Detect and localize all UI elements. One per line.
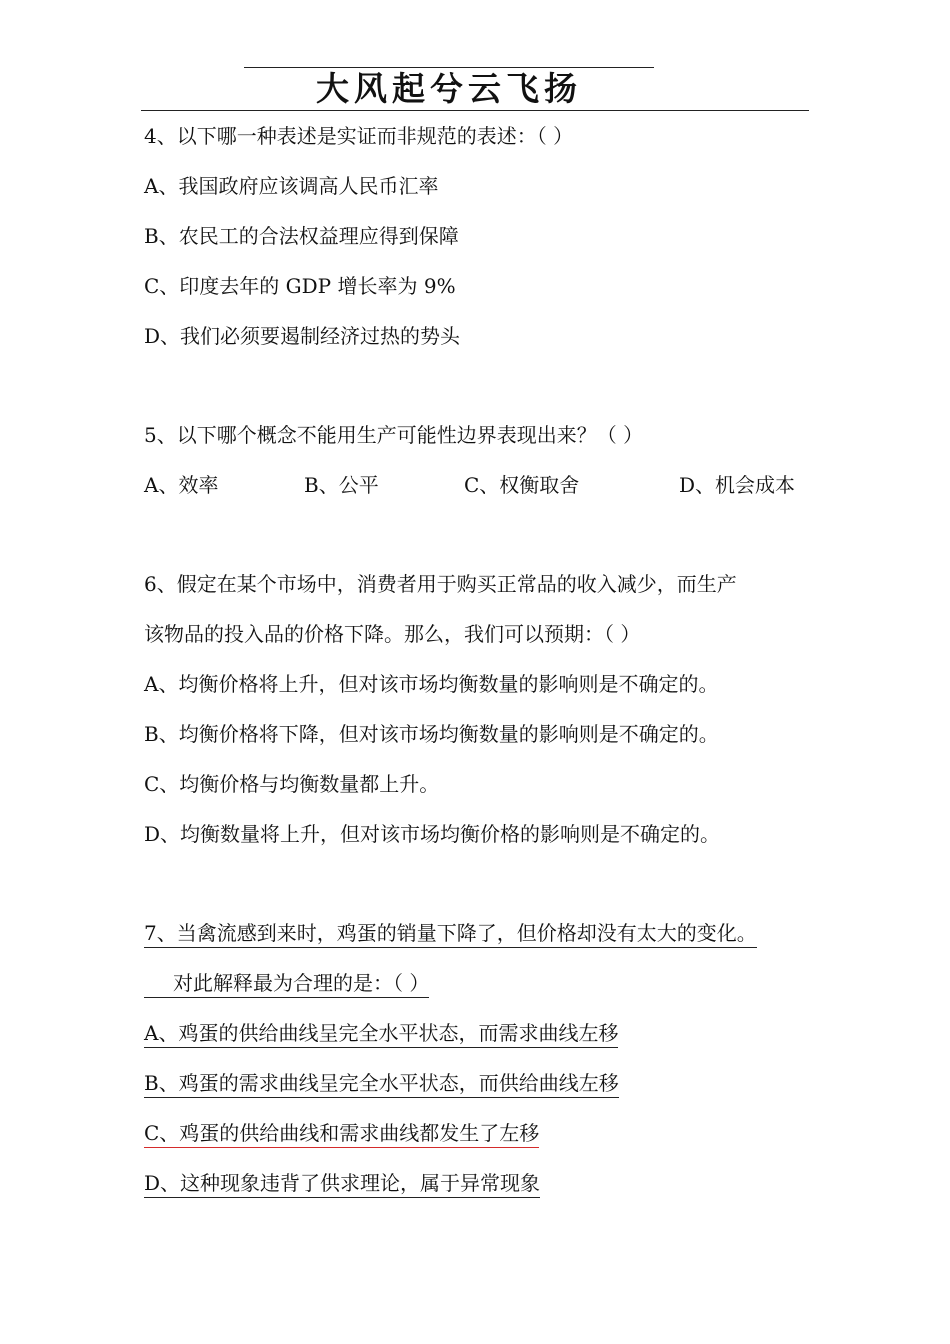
header-rule-bottom [141,110,809,111]
question-5-option-c: C、权衡取舍 [464,473,580,497]
question-6-option-b: B、均衡价格将下降，但对该市场均衡数量的影响则是不确定的。 [144,722,719,746]
question-6-stem-line-1: 6、假定在某个市场中，消费者用于购买正常品的收入减少，而生产 [144,572,737,596]
question-6-option-c: C、均衡价格与均衡数量都上升。 [144,772,440,796]
page-header [0,0,950,115]
question-4-option-b: B、农民工的合法权益理应得到保障 [144,224,459,248]
question-4-stem: 4、以下哪一种表述是实证而非规范的表述：（ ） [144,124,574,148]
question-7-option-c: C、鸡蛋的供给曲线和需求曲线都发生了左移 [144,1120,539,1148]
question-4-option-c: C、印度去年的 GDP 增长率为 9% [144,274,456,298]
question-5-options [0,472,950,498]
header-rule-top [244,67,654,68]
question-6-option-a: A、均衡价格将上升，但对该市场均衡数量的影响则是不确定的。 [144,672,719,696]
header-title: 大风起兮云飞扬 [316,69,582,108]
question-5-stem: 5、以下哪个概念不能用生产可能性边界表现出来？（ ） [144,423,644,447]
question-4-option-d: D、我们必须要遏制经济过热的势头 [144,324,461,348]
question-6-option-d: D、均衡数量将上升，但对该市场均衡价格的影响则是不确定的。 [144,822,721,846]
question-4-option-a: A、我国政府应该调高人民币汇率 [144,174,439,198]
question-7-option-a: A、鸡蛋的供给曲线呈完全水平状态，而需求曲线左移 [144,1020,618,1048]
question-7-stem-line-1: 7、当禽流感到来时，鸡蛋的销量下降了，但价格却没有太大的变化。 [144,920,757,948]
question-5-option-a: A、效率 [144,473,219,497]
question-5-option-b: B、公平 [304,473,379,497]
question-6-stem-line-2: 该物品的投入品的价格下降。那么，我们可以预期：（ ） [144,622,641,646]
question-7-stem-line-2: 对此解释最为合理的是：（ ） [144,970,429,998]
question-5-option-d: D、机会成本 [679,473,796,497]
question-7-option-d: D、这种现象违背了供求理论，属于异常现象 [144,1170,540,1198]
question-7-option-b: B、鸡蛋的需求曲线呈完全水平状态，而供给曲线左移 [144,1070,619,1098]
